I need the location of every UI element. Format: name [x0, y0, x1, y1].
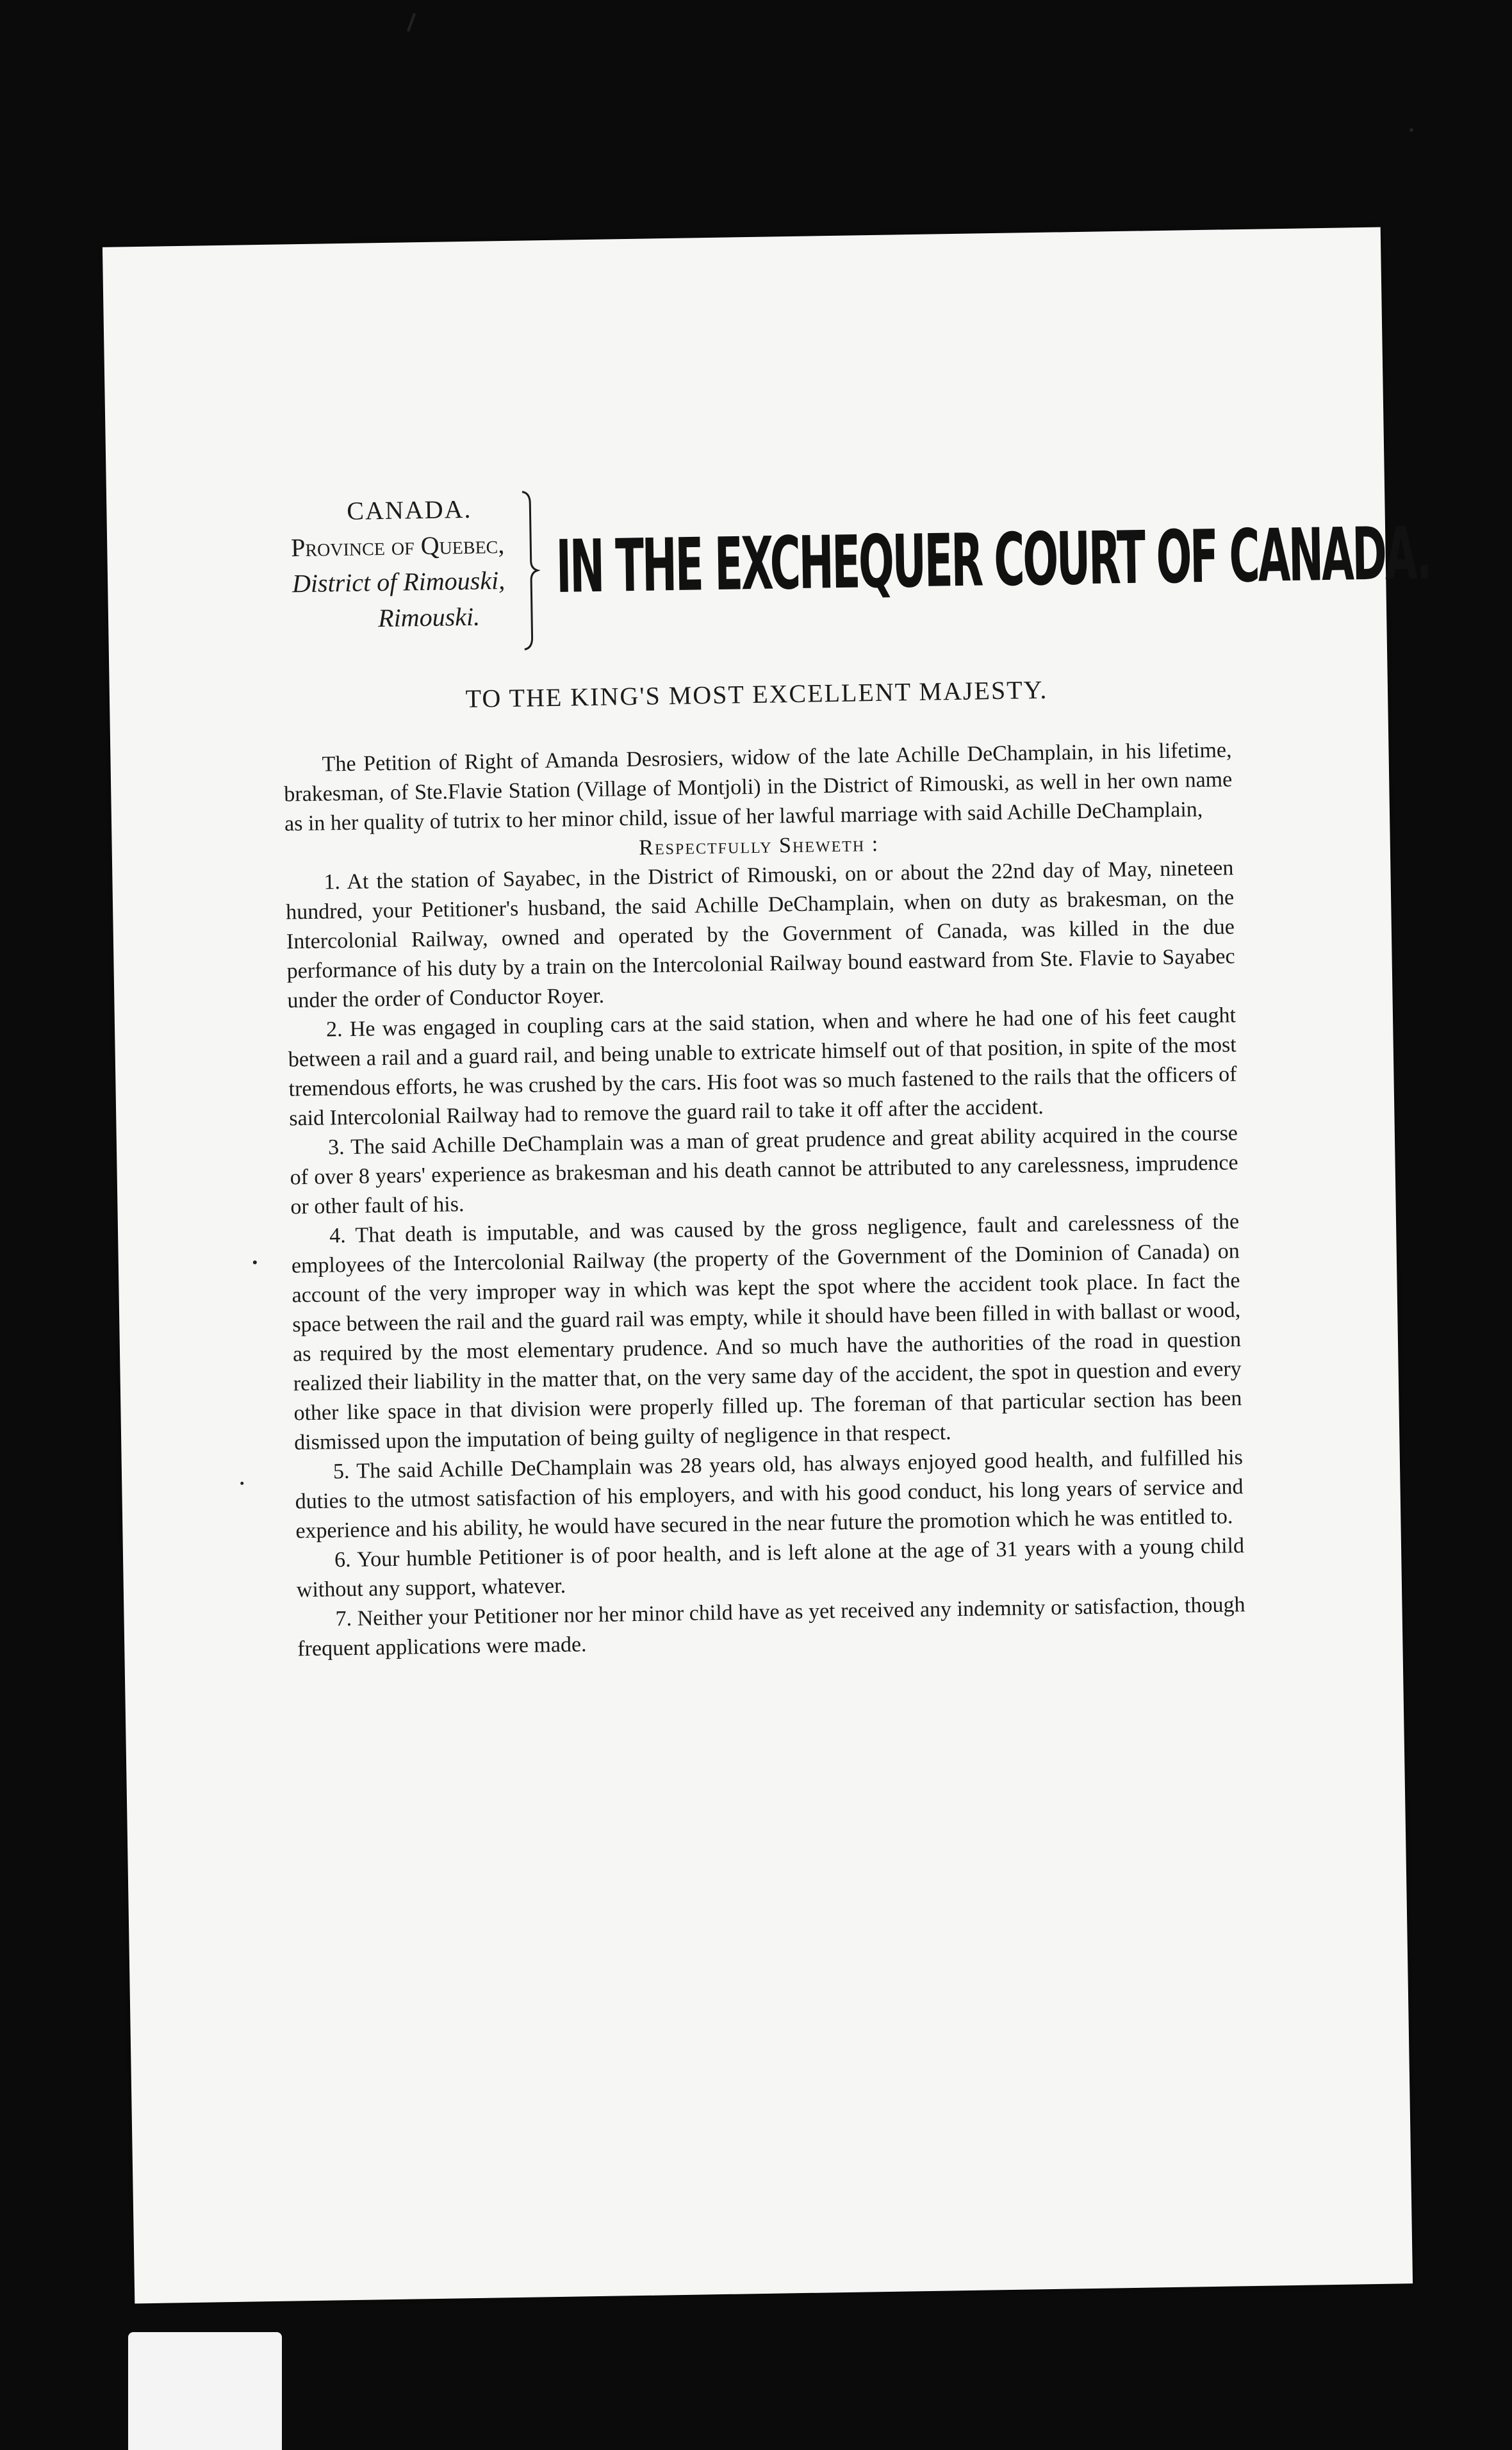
brace-divider: [520, 490, 541, 650]
country-label: CANADA.: [346, 494, 472, 525]
petition-intro: The Petition of Right of Amanda Desrosiers, widow of the late Achille DeChamplain, in his lifetime, brakesman, of Ste.Flavie Station (Village of Montjoli) in the District of Rimouski, as well in her own name as in her quality of tutrix to her minor child, issue of her lawful marriage with said Achille DeChamplain,: [284, 738, 1233, 836]
film-frame-tab: [128, 2332, 282, 2450]
jurisdiction-block: [260, 491, 505, 638]
paragraph-3: 3. The said Achille DeChamplain was a man of great prudence and great ability acquired in the course of over 8 years' experience as brakesman and his death cannot be attributed to any carelessness, imprudence or other fault of his.: [290, 1121, 1238, 1219]
film-speck: [1409, 128, 1413, 132]
document-page: [103, 227, 1431, 2304]
sheweth-heading: Respectfully Sheweth :: [638, 832, 880, 860]
case-header: [260, 479, 1431, 661]
paragraph-4: 4. That death is imputable, and was caused by the gross negligence, fault and carelessness of the employees of the Intercolonial Railway (the property of the Government of the Dominion of Canada) on account of the very improper way in which was kept the spot where the accident took place. In fact the space between the rail and the guard rail was empty, while it should have been filled in with ballast or wood, as required by the most elementary prudence. And so much have the authorities of the road in question realized their liability in the matter that, on the very same day of the accident, the spot in question and every other like space in that division were properly filled up. The foreman of that particular section has been dismissed upon the imputation of being guilty of negligence in that respect.: [291, 1210, 1242, 1455]
paragraph-2: 2. He was engaged in coupling cars at the said station, when and where he had one of his feet caught between a rail and a guard rail, and being unable to extricate himself out of that position, in spite of the most tremendous efforts, he was crushed by the cars. His foot was so much fastened to the rails that the officers of said Intercolonial Railway had to remove the guard rail to take it off after the accident.: [288, 1003, 1237, 1131]
paper-speck: [253, 1260, 257, 1264]
paragraph-7: 7. Neither your Petitioner nor her minor child have as yet received any indemnity or satisfaction, though frequent applications were made.: [297, 1593, 1245, 1661]
paragraph-5: 5. The said Achille DeChamplain was 28 years old, has always enjoyed good health, and fulfilled his duties to the utmost satisfaction of his employers, and with his good conduct, his long years of service and experience and his ability, he would have secured in the near future the promotion which he was entitled to.: [295, 1445, 1244, 1543]
district-label: District of Rimouski,: [292, 566, 505, 598]
town-label: Rimouski.: [377, 602, 481, 633]
court-title: IN THE EXCHEQUER COURT OF CANADA.: [555, 511, 1431, 609]
paragraph-6: 6. Your humble Petitioner is of poor health, and is left alone at the age of 31 years with a young child without any support, whatever.: [296, 1534, 1245, 1602]
address-line: TO THE KING'S MOST EXCELLENT MAJESTY.: [465, 675, 1048, 714]
film-speck: [407, 13, 416, 32]
paper-speck: [240, 1482, 243, 1485]
petition-body: [283, 736, 1245, 1664]
province-label: Province of Quebec,: [290, 530, 505, 563]
paragraph-1: 1. At the station of Sayabec, in the District of Rimouski, on or about the 22nd day of May, nineteen hundred, your Petitioner's husband, the said Achille DeChamplain, when on duty as brakesman, on the Intercolonial Railway, owned and operated by the Government of Canada, was killed in the due performance of his duty by a train on the Intercolonial Railway bound eastward from Ste. Flavie to Sayabec under the order of Conductor Royer.: [285, 856, 1235, 1013]
